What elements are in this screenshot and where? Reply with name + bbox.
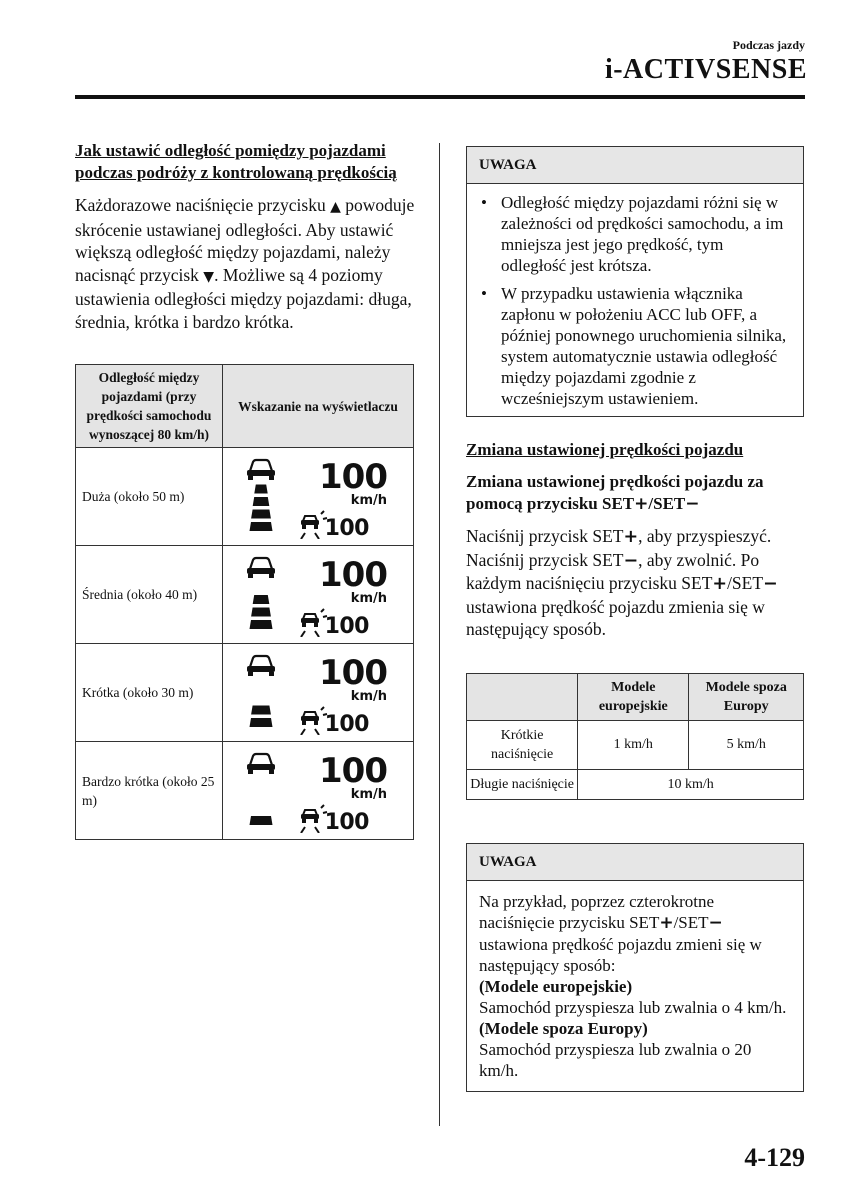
radar-cruise-icon <box>301 707 327 735</box>
display-graphic <box>243 553 393 637</box>
speed-digits: 100 <box>319 456 387 497</box>
speed-unit: km/h <box>350 688 387 704</box>
set-speed-digits: 100 <box>324 515 369 539</box>
minus-icon: − <box>708 912 723 933</box>
speed-change-heading: Zmiana ustawionej prędkości pojazdu <box>466 440 744 459</box>
cell-eu: 1 km/h <box>578 720 689 769</box>
set-speed-digits: 100 <box>324 809 369 833</box>
distance-bar <box>253 497 270 506</box>
table-row <box>76 644 414 742</box>
note-eu-label: (Modele europejskie) <box>479 976 633 996</box>
distance-bar <box>250 522 273 531</box>
page-number: 4-129 <box>744 1143 805 1172</box>
car-icon <box>247 558 275 578</box>
distance-label: Krótka (około 30 m) <box>76 644 223 742</box>
up-arrow-icon: ▲ <box>330 199 341 215</box>
table-row <box>76 546 414 644</box>
speed-col-non-eu: Modele spoza Europy <box>689 673 804 720</box>
display-graphic <box>243 651 393 735</box>
car-icon <box>247 460 275 480</box>
distance-label: Duża (około 50 m) <box>76 448 223 546</box>
radar-cruise-icon <box>301 511 327 539</box>
set-speed-digits: 100 <box>324 613 369 637</box>
minus-icon: − <box>623 550 639 571</box>
speed-unit: km/h <box>350 786 387 802</box>
speed-digits: 100 <box>319 750 387 791</box>
radar-cruise-icon <box>301 609 327 637</box>
set-speed-digits: 100 <box>324 711 369 735</box>
distance-paragraph: Każdorazowe naciśnięcie przycisku ▲ powoduje skrócenie ustawianej odległości. Aby ustawić większą odległość między pojazdami, należy nacisnąć przycisk ▼. Możliwe są 4 poziomy ustawienia odległości między pojazdami: długa, średnia, krótka i bardzo krótka. <box>75 195 415 332</box>
cell-non-eu: 5 km/h <box>689 720 804 769</box>
note-text: Na przykład, poprzez czterokrotne naciśnięcie przycisku SET+/SET− ustawiona prędkość pojazdu zmieni się w następujący sposób: <box>479 891 762 975</box>
speed-digits: 100 <box>319 554 387 595</box>
table-row <box>76 742 414 840</box>
distance-bar <box>251 509 271 518</box>
row-label: Długie naciśnięcie <box>467 769 578 799</box>
distance-bar <box>250 620 273 629</box>
distance-bar <box>251 607 271 616</box>
minus-icon: − <box>763 574 778 594</box>
car-icon <box>247 754 275 774</box>
speed-digits: 100 <box>319 652 387 693</box>
down-arrow-icon: ▼ <box>203 268 215 285</box>
display-indicator <box>223 742 414 840</box>
note-box-example <box>466 843 804 1092</box>
table-row <box>467 769 804 799</box>
display-indicator <box>223 448 414 546</box>
speed-col-eu: Modele europejskie <box>578 673 689 720</box>
speed-col-empty <box>467 673 578 720</box>
row-label: Krótkie naciśnięcie <box>467 720 578 769</box>
display-indicator <box>223 546 414 644</box>
right-column <box>466 146 804 1092</box>
distance-label: Bardzo krótka (około 25 m) <box>76 742 223 840</box>
note-non-eu-text: Samochód przyspiesza lub zwalnia o 20 km/h. <box>479 1039 752 1080</box>
note-eu-text: Samochód przyspiesza lub zwalnia o 4 km/h. <box>479 997 787 1017</box>
car-icon <box>247 656 275 676</box>
minus-icon: − <box>685 494 700 514</box>
distance-bar <box>250 816 273 825</box>
display-graphic <box>243 455 393 539</box>
header-rule <box>75 95 805 99</box>
note-heading: UWAGA <box>467 147 803 184</box>
distance-label: Średnia (około 40 m) <box>76 546 223 644</box>
note-heading: UWAGA <box>467 844 803 881</box>
speed-unit: km/h <box>350 492 387 508</box>
speed-change-subheading: Zmiana ustawionej prędkości pojazdu za pomocą przycisku SET+/SET− <box>466 472 764 514</box>
plus-icon: + <box>659 912 674 933</box>
table-row <box>76 448 414 546</box>
left-column <box>75 140 415 840</box>
plus-icon: + <box>634 494 649 514</box>
distance-heading: Jak ustawić odległość pomiędzy pojazdami podczas podróży z kontrolowaną prędkością <box>75 141 397 182</box>
display-col-header: Wskazanie na wyświetlaczu <box>223 365 414 448</box>
speed-step-table <box>466 673 804 800</box>
section-name: Podczas jazdy <box>732 38 805 52</box>
distance-bar <box>251 705 271 714</box>
plus-icon: + <box>712 574 728 594</box>
note-item: • Odległość między pojazdami różni się w zależności od prędkości samochodu, a im mniejsza jest jego prędkość, tym odległość jest krótsza. <box>479 192 791 276</box>
speed-unit: km/h <box>350 590 387 606</box>
table-row <box>467 720 804 769</box>
distance-col-header: Odległość między pojazdami (przy prędkości samochodu wynoszącej 80 km/h) <box>76 365 223 448</box>
page-title: i-ACTIVSENSE <box>604 54 807 85</box>
note-box-distance <box>466 146 804 417</box>
speed-change-paragraph: Naciśnij przycisk SET+, aby przyspieszyć. Naciśnij przycisk SET−, aby zwolnić. Po każdym naciśnięciu przycisku SET+/SET− ustawiona prędkość pojazdu zmienia się w następujący sposób. <box>466 526 778 639</box>
display-graphic <box>243 749 393 833</box>
cell-all: 10 km/h <box>578 769 804 799</box>
note-non-eu-label: (Modele spoza Europy) <box>479 1018 648 1038</box>
column-divider <box>439 143 440 1126</box>
distance-table <box>75 364 414 840</box>
distance-bar <box>254 484 267 493</box>
distance-bar <box>253 595 270 604</box>
distance-bar <box>250 718 273 727</box>
plus-icon: + <box>623 527 639 547</box>
note-item: • W przypadku ustawienia włącznika zapłonu w położeniu ACC lub OFF, a później ponownego uruchomienia silnika, system automatycznie ustawia odległość między pojazdami zgodnie z wcześniejszym ustawieniem. <box>479 283 791 409</box>
radar-cruise-icon <box>301 805 327 833</box>
display-indicator <box>223 644 414 742</box>
